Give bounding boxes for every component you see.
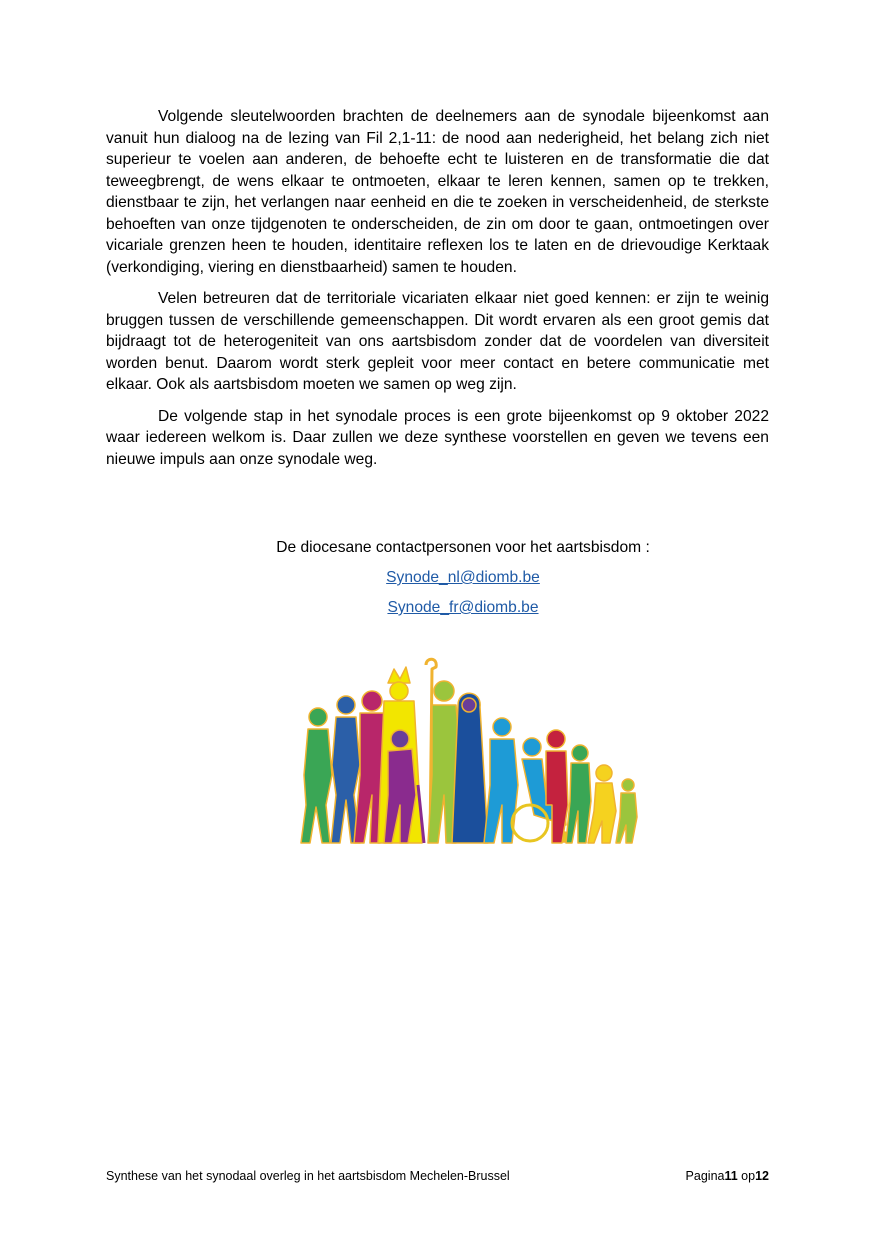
synodal-people-illustration — [296, 655, 646, 850]
figure-green-young — [566, 745, 591, 843]
paragraph-next-step: De volgende stap in het synodale proces is een grote bijeenkomst op 9 oktober 2022 waar iedereen welkom is. Daar zullen we deze synthese voorstellen en geven we tevens een nieuwe impuls aan onze synodale weg. — [106, 407, 769, 468]
email-link-fr[interactable]: Synode_fr@diomb.be — [387, 599, 539, 616]
email-link-nl[interactable]: Synode_nl@diomb.be — [386, 569, 540, 586]
footer-page-number: Pagina11 op12 — [685, 1169, 769, 1183]
footer-title: Synthese van het synodaal overleg in het aartsbisdom Mechelen-Brussel — [106, 1169, 510, 1183]
figure-yellow-child — [588, 765, 616, 843]
page-footer — [106, 1169, 769, 1183]
contact-section — [106, 537, 820, 627]
paragraph-vicariates: Velen betreuren dat de territoriale vicariaten elkaar niet goed kennen: er zijn te weinig bruggen tussen de verschillende gemeenschappen. Dit wordt ervaren als een groot gemis dat bijdraagt tot de heterogeniteit van ons aartsbisdom zonder dat de voordelen van diversiteit worden benut. Daarom wordt sterk gepleit voor meer contact en betere communicatie met elkaar. Ook als aartsbisdom moeten we samen op weg zijn. — [106, 290, 769, 393]
figure-green-walker — [301, 708, 332, 843]
paragraph-keywords: Volgende sleutelwoorden brachten de deelnemers aan de synodale bijeenkomst aan vanuit hun dialoog na de lezing van Fil 2,1-11: de nood aan nederigheid, het belang zich niet superieur te voelen aan anderen, de behoefte echt te luisteren en de transformatie die dat teweegbrengt, de wens elkaar te ontmoeten, elkaar te leren kennen, samen op te trekken, dienstbaar te zijn, het verlangen naar eenheid en die te zoeken in verscheidenheid, de sterkste behoeften van onze tijdgenoten te onderscheiden, de zin om door te gaan, ontmoetingen over vicariale grenzen heen te houden, identitaire reflexen los te laten en de drievoudige Kerktaak (verkondiging, viering en dienstbaarheid) samen te houden. — [106, 108, 769, 276]
figure-red-woman — [546, 730, 568, 843]
body-text — [106, 106, 769, 480]
figure-nun — [452, 693, 488, 843]
figure-small-child — [616, 779, 637, 843]
contact-heading: De diocesane contactpersonen voor het aartsbisdom : — [276, 539, 650, 556]
